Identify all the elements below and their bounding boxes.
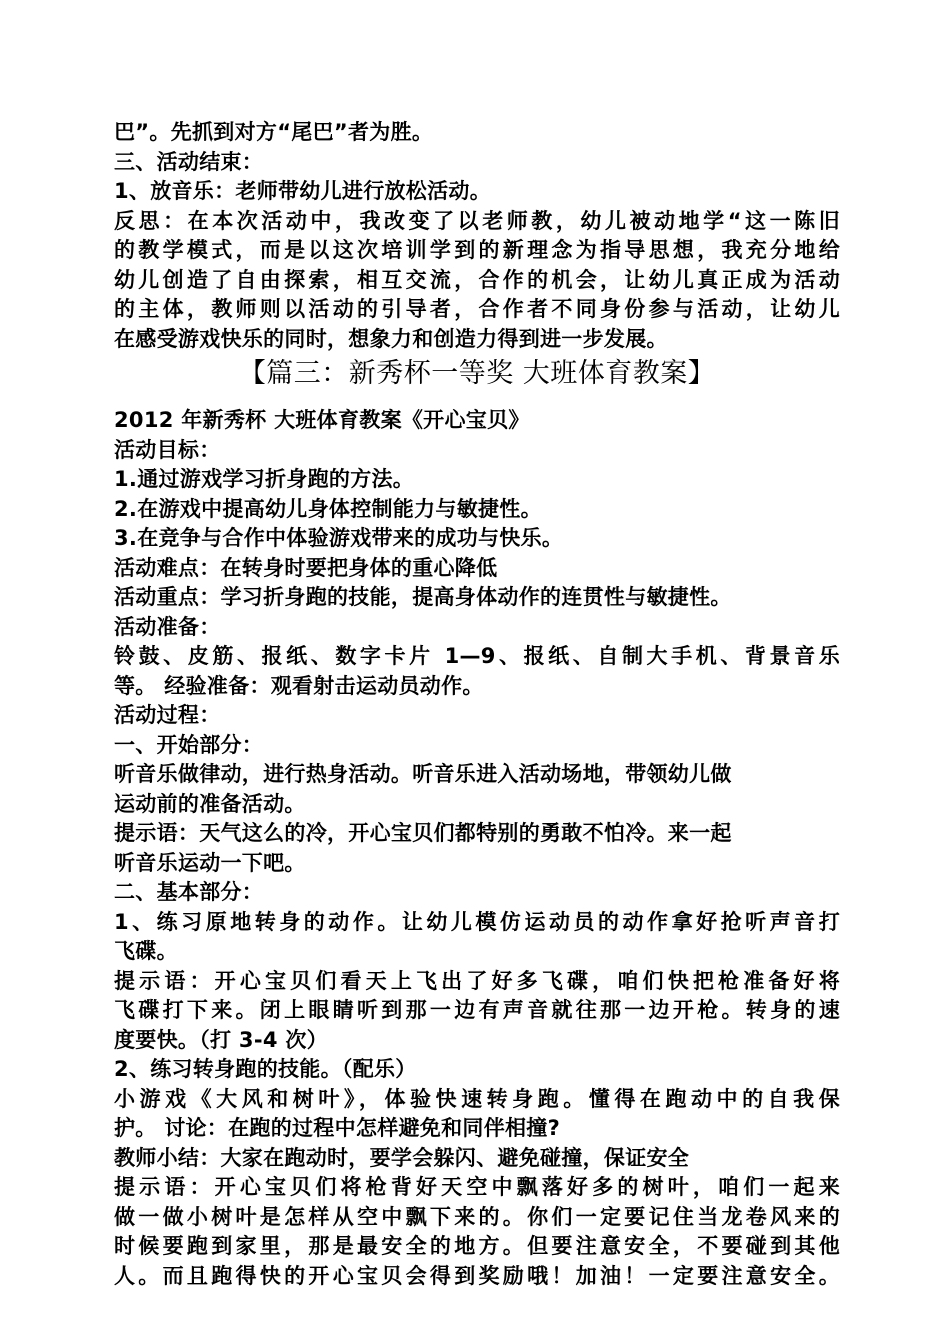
text-line: 的教学模式，而是以这次培训学到的新理念为指导思想，我充分地给	[114, 238, 840, 262]
text-line: 小游戏《大风和树叶》，体验快速转身跑。懂得在跑动中的自我保	[114, 1086, 840, 1111]
text-line: 2.在游戏中提高幼儿身体控制能力与敏捷性。	[114, 496, 542, 521]
text-block-reflection	[114, 118, 840, 354]
text-block-lesson-plan	[114, 406, 840, 1291]
text-line: 在感受游戏快乐的同时，想象力和创造力得到进一步发展。	[114, 326, 668, 351]
section-heading: 【篇三：新秀杯一等奖 大班体育教案】	[238, 358, 716, 389]
text-line: 1、练习原地转身的动作。让幼儿模仿运动员的动作拿好抢听声音打	[114, 909, 840, 934]
text-line: 二、基本部分：	[114, 880, 264, 904]
text-line: 提示语：天气这么的冷，开心宝贝们都特别的勇敢不怕冷。来一起	[114, 821, 732, 845]
text-line: 2012 年新秀杯 大班体育教案《开心宝贝》	[114, 408, 530, 432]
document-content	[114, 118, 840, 1291]
text-line: 活动过程：	[114, 703, 221, 727]
text-line: 活动目标：	[114, 437, 221, 462]
text-line: 1.通过游戏学习折身跑的方法。	[114, 467, 415, 491]
text-line: 活动重点：学习折身跑的技能，提高身体动作的连贯性与敏捷性。	[114, 585, 732, 609]
text-line: 巴”。先抓到对方“尾巴”者为胜。	[114, 120, 434, 144]
text-line: 运动前的准备活动。	[114, 791, 306, 816]
text-line: 的主体，教师则以活动的引导者，合作者不同身份参与活动，让幼儿	[114, 297, 840, 321]
text-line: 护。 讨论：在跑的过程中怎样避免和同伴相撞?	[114, 1116, 561, 1140]
text-line: 活动准备：	[114, 614, 221, 639]
text-line: 飞碟。	[114, 939, 178, 963]
text-line: 听音乐运动一下吧。	[114, 850, 306, 875]
text-line: 提示语：开心宝贝们将枪背好天空中飘落好多的树叶，咱们一起来	[114, 1175, 840, 1199]
text-line: 飞碟打下来。闭上眼睛听到那一边有声音就往那一边开枪。转身的速	[114, 998, 840, 1022]
text-line: 度要快。（打 3-4 次）	[114, 1027, 328, 1052]
text-line: 铃鼓、皮筋、报纸、数字卡片 1—9、报纸、自制大手机、背景音乐	[114, 644, 840, 668]
text-line: 提示语：开心宝贝们看天上飞出了好多飞碟，咱们快把枪准备好将	[114, 968, 840, 993]
text-line: 活动难点：在转身时要把身体的重心降低	[114, 555, 498, 580]
text-line: 教师小结：大家在跑动时，要学会躲闪、避免碰撞，保证安全	[114, 1145, 690, 1170]
text-line: 时候要跑到家里，那是最安全的地方。但要注意安全，不要碰到其他	[114, 1234, 840, 1258]
text-line: 三、活动结束：	[114, 149, 264, 174]
text-line: 反思：在本次活动中，我改变了以老师教，幼儿被动地学“这一陈旧	[114, 208, 840, 233]
text-line: 等。 经验准备：观看射击运动员动作。	[114, 673, 484, 698]
text-line: 一、开始部分：	[114, 732, 264, 757]
text-line: 1、放音乐：老师带幼儿进行放松活动。	[114, 179, 492, 203]
text-line: 幼儿创造了自由探索，相互交流，合作的机会，让幼儿真正成为活动	[114, 267, 840, 292]
text-line: 3.在竞争与合作中体验游戏带来的成功与快乐。	[114, 526, 564, 550]
text-line: 做一做小树叶是怎样从空中飘下来的。你们一定要记住当龙卷风来的	[114, 1204, 840, 1229]
text-line: 听音乐做律动，进行热身活动。听音乐进入活动场地，带领幼儿做	[114, 762, 732, 786]
text-line: 2、练习转身跑的技能。（配乐）	[114, 1057, 417, 1081]
text-line: 人。而且跑得快的开心宝贝会得到奖励哦！加油！一定要注意安全。	[114, 1263, 840, 1288]
